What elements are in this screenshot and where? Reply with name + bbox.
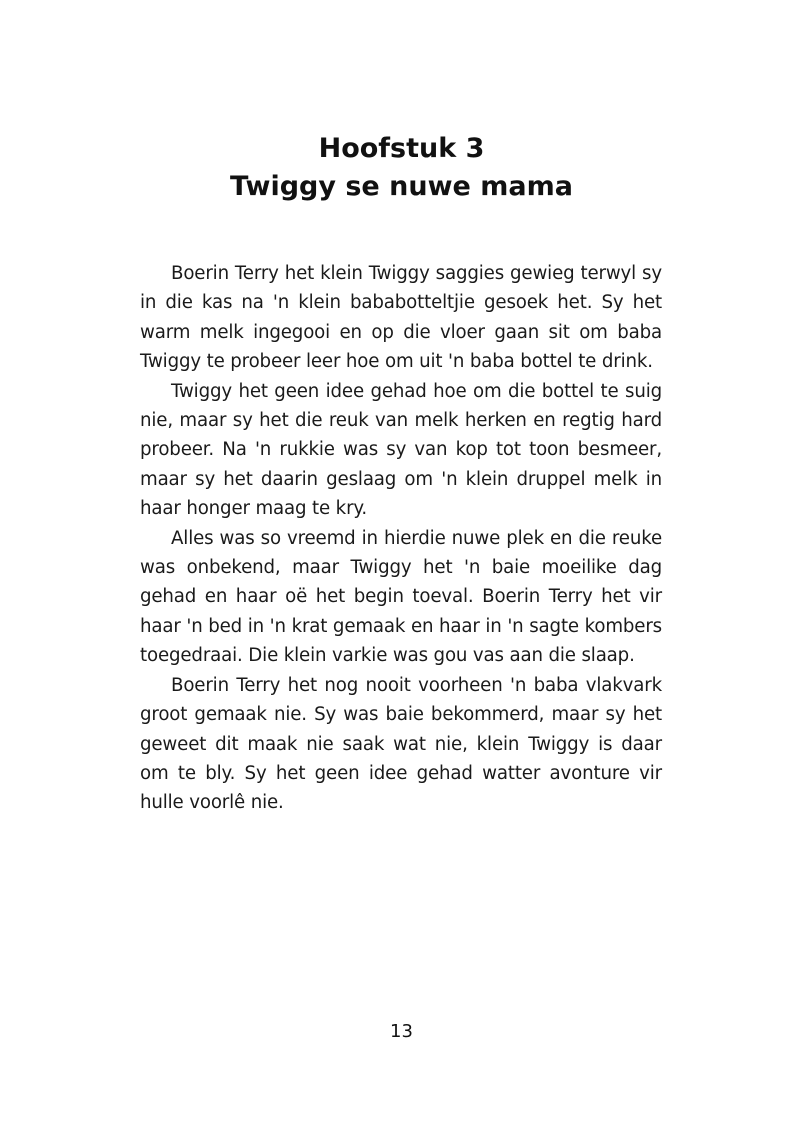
paragraph: Boerin Terry het klein Twiggy saggies gewieg terwyl sy in die kas na 'n klein bababotteltjie gesoek het. Sy het warm melk ingegooi en op die vloer gaan sit om baba Twiggy te probeer leer hoe om uit 'n baba bottel te drink.	[140, 263, 662, 373]
chapter-heading	[0, 130, 803, 206]
body-text	[140, 259, 662, 818]
paragraph: Boerin Terry het nog nooit voorheen 'n baba vlakvark groot gemaak nie. Sy was baie bekommerd, maar sy het geweet dit maak nie saak wat nie, klein Twiggy is daar om te bly. Sy het geen idee gehad watter avonture vir hulle voorlê nie.	[140, 674, 662, 814]
paragraph: Alles was so vreemd in hierdie nuwe plek en die reuke was onbekend, maar Twiggy het 'n baie moeilike dag gehad en haar oë het begin toeval. Boerin Terry het vir haar 'n bed in 'n krat gemaak en haar in 'n sagte kombers toegedraai. Die klein varkie was gou vas aan die slaap.	[140, 527, 662, 667]
paragraph: Twiggy het geen idee gehad hoe om die bottel te suig nie, maar sy het die reuk van melk herken en regtig hard probeer. Na 'n rukkie was sy van kop tot toon besmeer, maar sy het daarin geslaag om 'n klein druppel melk in haar honger maag te kry.	[140, 380, 662, 520]
chapter-title: Twiggy se nuwe mama	[230, 171, 573, 202]
page-number: 13	[390, 1021, 413, 1042]
chapter-number: Hoofstuk 3	[318, 133, 485, 164]
